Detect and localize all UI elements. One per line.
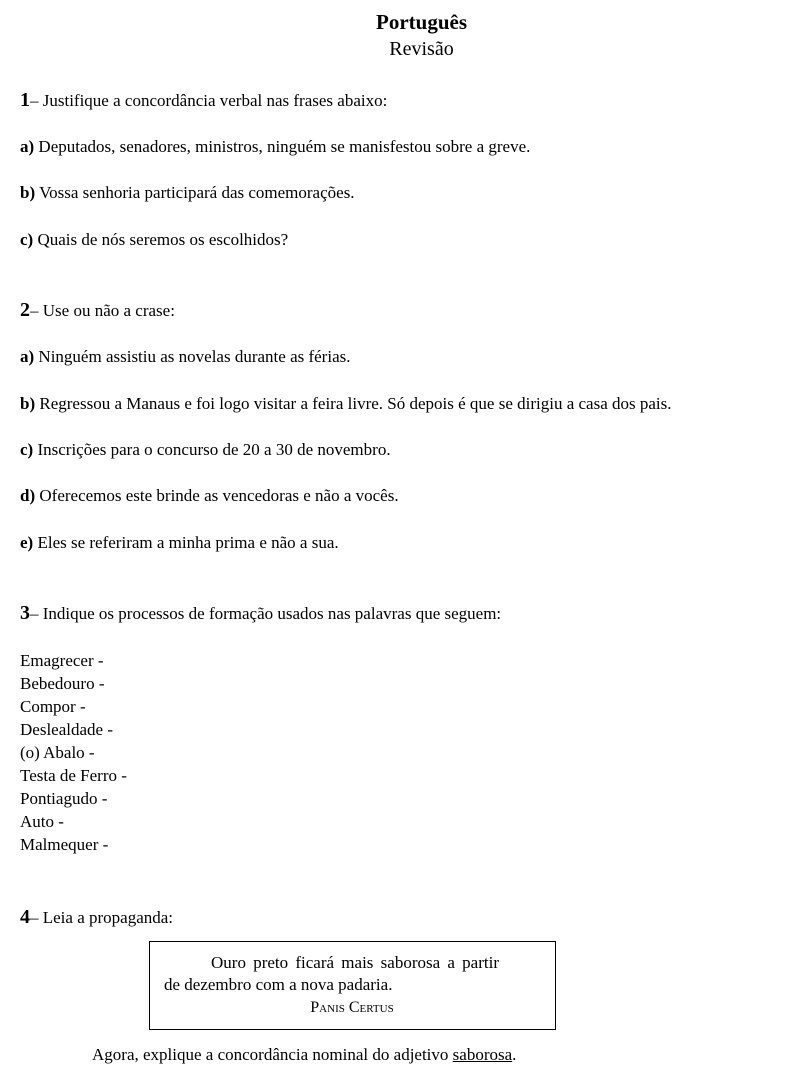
item-label: c) [20, 440, 34, 459]
item-text: Oferecemos este brinde as vencedoras e não a vocês. [35, 486, 399, 505]
question-4-heading [20, 907, 173, 928]
instruction-text: Agora, explique a concordância nominal do adjetivo [92, 1045, 453, 1064]
item-text: Inscrições para o concurso de 20 a 30 de novembro. [33, 440, 391, 459]
question-1-heading [20, 90, 387, 111]
question-2-item-b [20, 394, 672, 414]
item-text: Eles se referiram a minha prima e não a sua. [33, 533, 339, 552]
question-2-item-a [20, 347, 350, 367]
advertisement-box [149, 941, 556, 1030]
question-2-item-e [20, 533, 339, 553]
question-prompt: – Use ou não a crase: [30, 301, 175, 320]
word-item: Deslealdade - [20, 720, 113, 739]
word-item: Testa de Ferro - [20, 766, 127, 785]
word-item: Emagrecer - [20, 651, 104, 670]
question-prompt: – Justifique a concordância verbal nas frases abaixo: [30, 91, 388, 110]
question-2-heading [20, 300, 175, 321]
question-4-instruction [92, 1045, 516, 1065]
question-3-heading [20, 603, 501, 624]
ad-signature: Panis Certus [310, 999, 394, 1016]
item-label: e) [20, 533, 34, 552]
item-text: Vossa senhoria participará das comemorações. [35, 183, 355, 202]
page-title: Português [376, 10, 467, 34]
question-1-item-b [20, 183, 355, 203]
question-1-item-a [20, 137, 530, 157]
word-item: Auto - [20, 812, 64, 831]
item-label: a) [20, 347, 35, 366]
word-item: (o) Abalo - [20, 743, 95, 762]
question-number: 3 [20, 602, 30, 624]
item-text: Quais de nós seremos os escolhidos? [33, 230, 289, 249]
question-prompt: – Leia a propaganda: [30, 908, 174, 927]
item-text: Deputados, senadores, ministros, ninguém se manisfestou sobre a greve. [34, 137, 531, 156]
question-number: 2 [20, 299, 30, 321]
instruction-underlined-word: saborosa [452, 1045, 513, 1064]
page-subtitle: Revisão [389, 38, 454, 60]
question-2-item-d [20, 486, 399, 506]
word-item: Malmequer - [20, 835, 109, 854]
item-label: a) [20, 137, 35, 156]
item-text: Regressou a Manaus e foi logo visitar a feira livre. Só depois é que se dirigiu a casa dos pais. [35, 394, 672, 413]
item-label: b) [20, 183, 36, 202]
item-label: d) [20, 486, 36, 505]
question-number: 1 [20, 89, 30, 111]
question-number: 4 [20, 906, 30, 928]
word-item: Bebedouro - [20, 674, 105, 693]
word-item: Compor - [20, 697, 86, 716]
question-1-item-c [20, 230, 288, 250]
item-text: Ninguém assistiu as novelas durante as férias. [34, 347, 351, 366]
word-item: Pontiagudo - [20, 789, 108, 808]
question-2-item-c [20, 440, 391, 460]
item-label: b) [20, 394, 36, 413]
item-label: c) [20, 230, 34, 249]
question-prompt: – Indique os processos de formação usados nas palavras que seguem: [30, 604, 502, 623]
ad-line-1: Ouro preto ficará mais saborosa a partir [211, 953, 499, 972]
ad-line-2: de dezembro com a nova padaria. [164, 975, 393, 994]
instruction-period: . [512, 1045, 517, 1064]
